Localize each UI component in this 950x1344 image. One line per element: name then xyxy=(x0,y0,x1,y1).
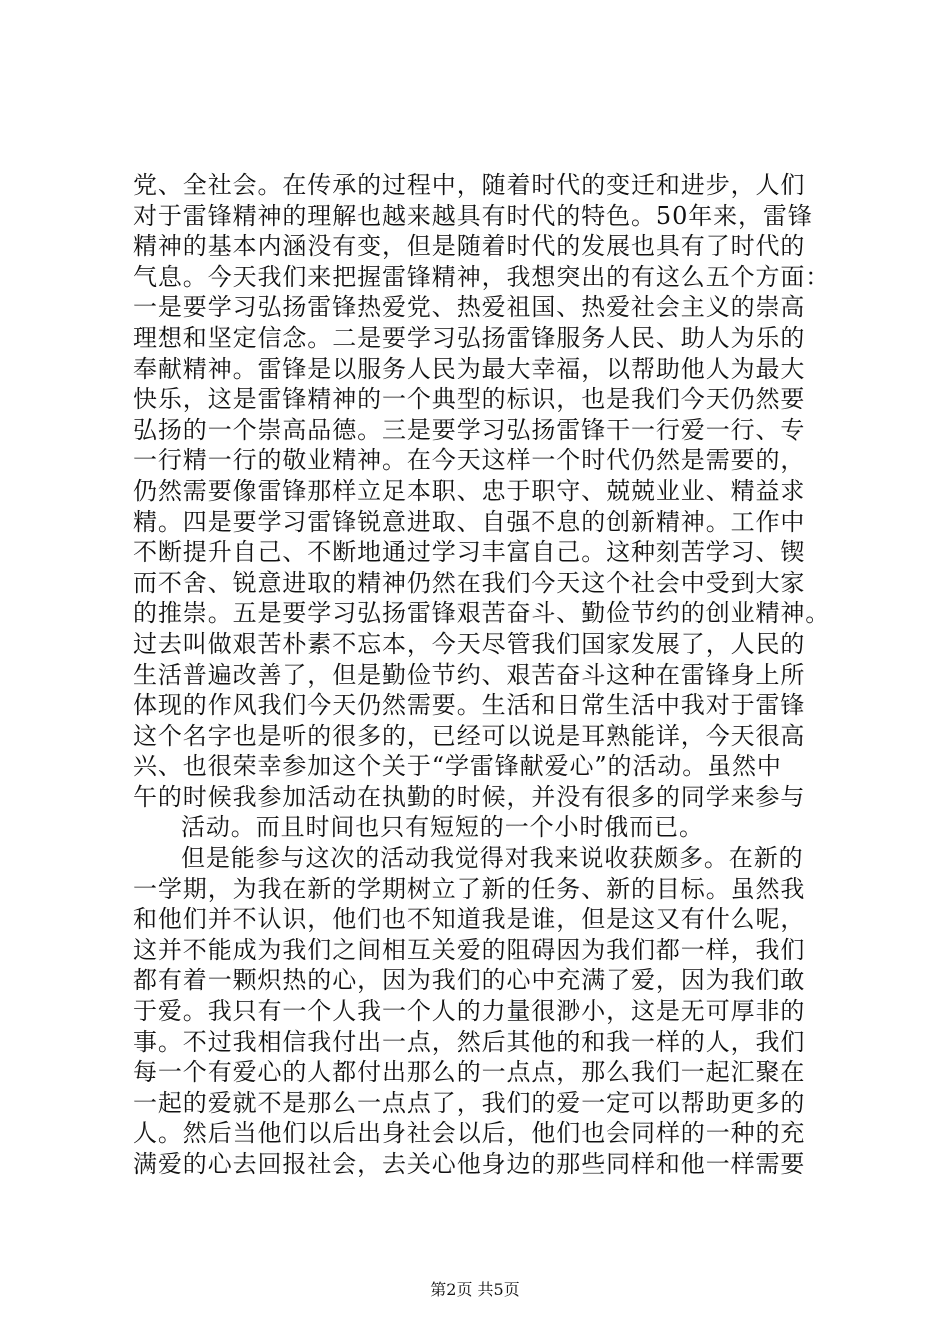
text-line: 对于雷锋精神的理解也越来越具有时代的特色。50年来，雷锋 xyxy=(133,201,813,230)
text-line: 精。四是要学习雷锋锐意进取、自强不息的创新精神。工作中 xyxy=(133,507,806,536)
text-line: 这个名字也是听的很多的，已经可以说是耳熟能详，今天很高 xyxy=(133,721,806,750)
page-footer xyxy=(0,1280,950,1300)
text-line: 而不舍、锐意进取的精神仍然在我们今天这个社会中受到大家 xyxy=(133,568,806,597)
text-line: 气息。今天我们来把握雷锋精神，我想突出的有这么五个方面： xyxy=(133,262,831,291)
text-line: 精神的基本内涵没有变，但是随着时代的发展也具有了时代的 xyxy=(133,232,806,261)
text-line: 都有着一颗炽热的心，因为我们的心中充满了爱，因为我们敢 xyxy=(133,966,806,995)
text-line: 过去叫做艰苦朴素不忘本，今天尽管我们国家发展了，人民的 xyxy=(133,629,806,658)
text-line: 弘扬的一个崇高品德。三是要学习弘扬雷锋干一行爱一行、专 xyxy=(133,415,806,444)
text-line: 人。然后当他们以后出身社会以后，他们也会同样的一种的充 xyxy=(133,1119,806,1148)
text-line: 午的时候我参加活动在执勤的时候，并没有很多的同学来参与 xyxy=(133,782,806,811)
text-line: 满爱的心去回报社会，去关心他身边的那些同样和他一样需要 xyxy=(133,1150,806,1178)
text-line: 于爱。我只有一个人我一个人的力量很渺小，这是无可厚非的 xyxy=(133,997,806,1026)
text-line: 的推崇。五是要学习弘扬雷锋艰苦奋斗、勤俭节约的创业精神。 xyxy=(133,599,831,628)
page-number-label: 第2页 共5页 xyxy=(430,1280,520,1299)
paragraph-start-line: 但是能参与这次的活动我觉得对我来说收获颇多。在新的 xyxy=(181,844,804,873)
text-line: 这并不能成为我们之间相互关爱的阻碍因为我们都一样，我们 xyxy=(133,935,806,964)
text-line: 不断提升自己、不断地通过学习丰富自己。这种刻苦学习、锲 xyxy=(133,538,806,567)
text-line: 理想和坚定信念。二是要学习弘扬雷锋服务人民、助人为乐的 xyxy=(133,323,806,352)
text-line: 生活普遍改善了，但是勤俭节约、艰苦奋斗这种在雷锋身上所 xyxy=(133,660,806,689)
text-line-indented: 活动。而且时间也只有短短的一个小时俄而已。 xyxy=(181,813,704,842)
text-line: 一行精一行的敬业精神。在今天这样一个时代仍然是需要的， xyxy=(133,446,806,475)
text-line: 体现的作风我们今天仍然需要。生活和日常生活中我对于雷锋 xyxy=(133,691,806,720)
text-line: 兴、也很荣幸参加这个关于“学雷锋献爱心”的活动。虽然中 xyxy=(133,752,782,781)
text-line: 奉献精神。雷锋是以服务人民为最大幸福，以帮助他人为最大 xyxy=(133,354,806,383)
text-line: 党、全社会。在传承的过程中，随着时代的变迁和进步，人们 xyxy=(133,171,806,199)
text-line: 事。不过我相信我付出一点，然后其他的和我一样的人，我们 xyxy=(133,1027,806,1056)
text-line: 和他们并不认识，他们也不知道我是谁，但是这又有什么呢， xyxy=(133,905,806,934)
body-text xyxy=(133,170,833,1180)
text-line: 一是要学习弘扬雷锋热爱党、热爱祖国、热爱社会主义的崇高 xyxy=(133,293,806,322)
text-line: 仍然需要像雷锋那样立足本职、忠于职守、兢兢业业、精益求 xyxy=(133,476,806,505)
text-line: 每一个有爱心的人都付出那么的一点点，那么我们一起汇聚在 xyxy=(133,1058,806,1087)
text-line: 一起的爱就不是那么一点点了，我们的爱一定可以帮助更多的 xyxy=(133,1088,806,1117)
text-line: 一学期，为我在新的学期树立了新的任务、新的目标。虽然我 xyxy=(133,874,806,903)
text-line: 快乐，这是雷锋精神的一个典型的标识，也是我们今天仍然要 xyxy=(133,385,806,414)
